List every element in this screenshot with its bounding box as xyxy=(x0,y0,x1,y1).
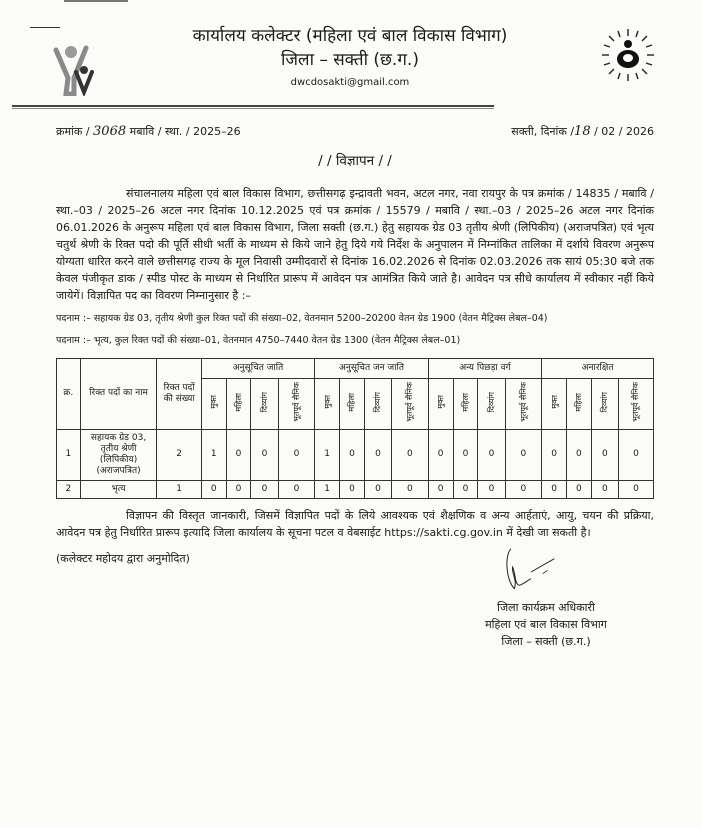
approval-note: (कलेक्टर महोदय द्वारा अनुमोदित) xyxy=(56,551,190,565)
notice-title: / / विज्ञापन / / xyxy=(318,153,392,169)
issue-date: सक्ती, दिनांक /18 / 02 / 2026 xyxy=(511,124,654,139)
header-rule-thin xyxy=(12,108,494,109)
subheader-cell xyxy=(251,379,278,430)
subheader-cell xyxy=(226,379,251,430)
cell-reservation-value: 0 xyxy=(566,480,591,498)
office-email: dwcdosakti@gmail.com xyxy=(290,77,410,88)
cell-post-name: भृत्य xyxy=(80,480,157,498)
subheader-cell xyxy=(428,379,453,430)
subheader-label: भूतपूर्व सैनिक xyxy=(291,382,301,422)
subheader-cell xyxy=(566,379,591,430)
signature-area xyxy=(56,547,654,677)
cell-reservation-value: 0 xyxy=(251,480,278,498)
cell-reservation-value: 0 xyxy=(278,480,315,498)
header-group-st: अनुसूचित जन जाति xyxy=(315,359,428,379)
cell-reservation-value: 0 xyxy=(505,429,542,480)
district-subtitle: जिला – सक्ती (छ.ग.) xyxy=(281,50,419,70)
signature-icon xyxy=(496,547,576,597)
cell-reservation-value: 0 xyxy=(542,480,567,498)
cell-sno: 2 xyxy=(57,480,81,498)
post-detail-peon: पदनाम :– भृत्य, कुल रिक्त पदों की संख्या–01, वेतनमान 4750–7440 वेतन ग्रेड 1300 (वेतन मैट्रिक्स लेबल–01) xyxy=(56,335,461,346)
cell-reservation-value: 0 xyxy=(201,480,226,498)
icds-sun-logo-icon xyxy=(600,27,656,83)
subheader-cell xyxy=(340,379,365,430)
subheader-label: महिला xyxy=(574,392,584,412)
ref-suffix: मबावि / स्था. / 2025–26 xyxy=(129,125,241,138)
subheader-cell xyxy=(315,379,340,430)
cell-post-name: सहायक ग्रेड 03, तृतीय श्रेणी (लिपिकीय) (अराजपत्रित) xyxy=(80,429,157,480)
cell-reservation-value: 0 xyxy=(478,429,505,480)
subheader-cell xyxy=(278,379,315,430)
cell-count: 1 xyxy=(157,480,201,498)
cell-reservation-value: 0 xyxy=(278,429,315,480)
subheader-label: महिला xyxy=(234,392,244,412)
subheader-label: भूतपूर्व सैनिक xyxy=(518,382,528,422)
cell-reservation-value: 0 xyxy=(542,429,567,480)
cell-reservation-value: 0 xyxy=(340,480,365,498)
body-paragraph: संचालनालय महिला एवं बाल विकास विभाग, छत्तीसगढ़ इन्द्रावती भवन, अटल नगर, नवा रायपुर के पत्र क्रमांक / 14835 / मबावि / स्था.–03 / 2025–26 अटल नगर दिनांक 10.12.2025 एवं पत्र क्रमांक / 15579 / मबावि / स्था.–03 / 2025–26 अटल नगर दिनांक 06.01.2026 के अनुरूप महिला एवं बाल विकास विभाग, जिला सक्ती (छ.ग.) हेतु सहायक ग्रेड 03 तृतीय श्रेणी (लिपिकीय) (अराजपत्रित) एवं भृत्य चतुर्थ श्रेणी के रिक्त पदो की पूर्ति सीधी भर्ती के माध्यम से किये जाने हेतु दिये गये निर्देश के अनुपालन में निम्नांकित तालिका में दर्शाये विवरण अनुरूप योग्यता धारित करने वाले छत्तीसगढ़ राज्य के मूल निवासी उम्मीदवारों से दिनांक 16.02.2026 से दिनांक 02.03.2026 तक सायं 05:30 बजे तक केवल पंजीकृत डाक / स्पीड पोस्ट के माध्यम से निर्धारित प्रारूप में आवेदन पत्र आमंत्रित किये जाते है। आवेदन पत्र सीधे कार्यालय में स्वीकार नहीं किये जायेगें। विज्ञापित पद का विवरण निम्नानुसार है :– xyxy=(56,187,654,302)
cell-reservation-value: 0 xyxy=(226,429,251,480)
signatory-district: जिला – सक्ती (छ.ग.) xyxy=(501,634,591,648)
cell-reservation-value: 0 xyxy=(618,429,653,480)
cell-sno: 1 xyxy=(57,429,81,480)
cell-reservation-value: 0 xyxy=(364,429,391,480)
letter-body xyxy=(0,124,702,707)
subheader-cell xyxy=(392,379,429,430)
subheader-label: दिव्यांग xyxy=(373,391,383,413)
cell-reservation-value: 0 xyxy=(478,480,505,498)
signatory-block xyxy=(436,599,656,650)
cell-reservation-value: 0 xyxy=(591,429,618,480)
cell-reservation-value: 1 xyxy=(315,480,340,498)
subheader-cell xyxy=(505,379,542,430)
header-group-sc: अनुसूचित जाति xyxy=(201,359,314,379)
cell-reservation-value: 0 xyxy=(428,429,453,480)
letterhead-text xyxy=(110,24,590,90)
subheader-label: महिला xyxy=(460,392,470,412)
subheader-label: दिव्यांग xyxy=(260,391,270,413)
cell-reservation-value: 0 xyxy=(226,480,251,498)
cell-reservation-value: 0 xyxy=(364,480,391,498)
subheader-cell xyxy=(591,379,618,430)
reference-number xyxy=(56,124,241,139)
subheader-cell xyxy=(618,379,653,430)
subheader-label: मुक्त xyxy=(436,395,446,409)
cell-count: 2 xyxy=(157,429,201,480)
header-rule xyxy=(12,105,494,107)
table-row xyxy=(57,429,654,480)
subheader-label: महिला xyxy=(347,392,357,412)
subheader-cell xyxy=(364,379,391,430)
office-title: कार्यालय कलेक्टर (महिला एवं बाल विकास विभाग) xyxy=(192,26,508,46)
cell-reservation-value: 0 xyxy=(618,480,653,498)
ref-prefix: क्रमांक / xyxy=(56,125,90,138)
subheader-cell xyxy=(542,379,567,430)
header-group-obc: अन्य पिछड़ा वर्ग xyxy=(428,359,541,379)
cell-reservation-value: 0 xyxy=(505,480,542,498)
table-row xyxy=(57,480,654,498)
reference-line xyxy=(56,124,654,139)
subheader-cell xyxy=(453,379,478,430)
vacancy-table xyxy=(56,358,654,499)
cell-reservation-value: 1 xyxy=(201,429,226,480)
cell-reservation-value: 0 xyxy=(453,480,478,498)
cell-reservation-value: 0 xyxy=(392,480,429,498)
cell-reservation-value: 0 xyxy=(251,429,278,480)
cell-reservation-value: 0 xyxy=(428,480,453,498)
subheader-cell xyxy=(478,379,505,430)
wcd-family-logo-icon xyxy=(52,44,98,96)
subheader-label: दिव्यांग xyxy=(486,391,496,413)
subheader-label: मुक्त xyxy=(209,395,219,409)
cell-reservation-value: 1 xyxy=(315,429,340,480)
cell-reservation-value: 0 xyxy=(591,480,618,498)
subheader-label: मुक्त xyxy=(322,395,332,409)
letterhead xyxy=(0,0,702,112)
cell-reservation-value: 0 xyxy=(566,429,591,480)
header-sno: क्र. xyxy=(57,359,81,430)
signatory-department: महिला एवं बाल विकास विभाग xyxy=(485,617,607,631)
footer-paragraph: विज्ञापन की विस्तृत जानकारी, जिसमें विज्ञापित पदों के लिये आवश्यक एवं शैक्षणिक व अन्य आर्हताएं, आयु, चयन की प्रक्रिया, आवेदन पत्र हेतु निर्धारित प्रारूप इत्यादि जिला कार्यालय के सूचना पटल व वेबसाईट https://sakti.cg.gov.in में देखी जा सकती है। xyxy=(56,508,654,539)
subheader-label: भूतपूर्व सैनिक xyxy=(631,382,641,422)
date-rest: / 02 / 2026 xyxy=(594,125,654,138)
header-vacancy-count: रिक्त पदों की संख्या xyxy=(157,359,201,430)
signatory-designation: जिला कार्यक्रम अधिकारी xyxy=(497,600,595,614)
cell-reservation-value: 0 xyxy=(392,429,429,480)
cell-reservation-value: 0 xyxy=(340,429,365,480)
cell-reservation-value: 0 xyxy=(453,429,478,480)
header-group-unreserved: अनारक्षित xyxy=(542,359,654,379)
subheader-label: मुक्त xyxy=(549,395,559,409)
subheader-label: भूतपूर्व सैनिक xyxy=(405,382,415,422)
header-post-name: रिक्त पदों का नाम xyxy=(80,359,157,430)
post-detail-assistant-grade: पदनाम :– सहायक ग्रेड 03, तृतीय श्रेणी कुल रिक्त पदों की संख्या–02, वेतनमान 5200–20200 वेतन ग्रेड 1900 (वेतन मैट्रिक्स लेबल–04) xyxy=(56,313,548,324)
date-prefix: सक्ती, दिनांक xyxy=(511,125,567,138)
ref-handwritten-number: 3068 xyxy=(93,124,127,139)
date-handwritten-day: 18 xyxy=(574,124,591,139)
subheader-label: दिव्यांग xyxy=(600,391,610,413)
subheader-cell xyxy=(201,379,226,430)
